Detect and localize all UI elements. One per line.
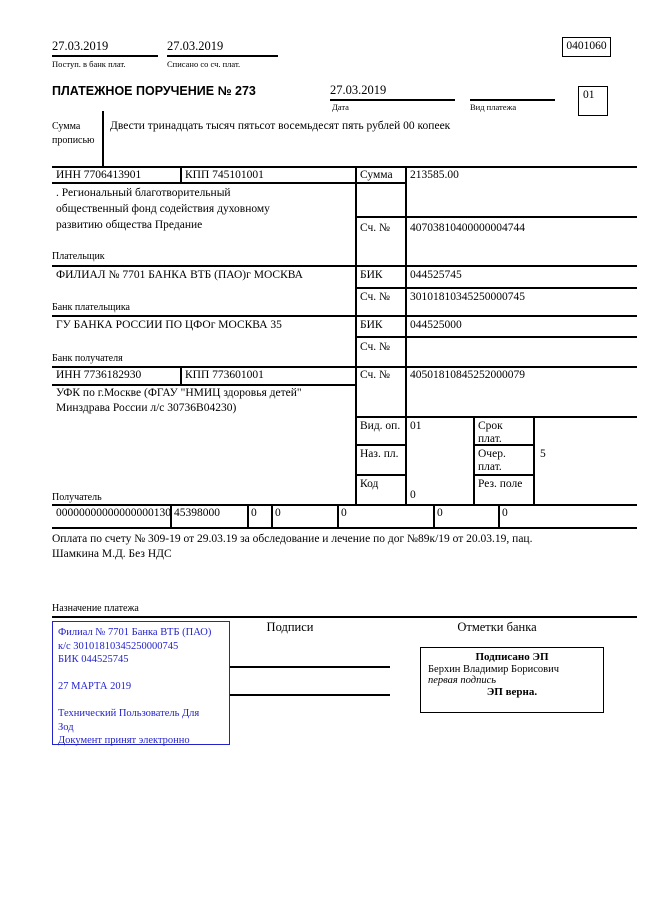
kod-label: Код [360, 478, 379, 490]
debited-date-underline [167, 55, 278, 57]
received-in-bank-date: 27.03.2019 [52, 39, 109, 53]
amount-in-words: Двести тринадцать тысяч пятьсот восемьдесят пять рублей 00 копеек [110, 120, 451, 132]
document-title: ПЛАТЕЖНОЕ ПОРУЧЕНИЕ № 273 [52, 84, 256, 98]
sum-label: Сумма [360, 169, 393, 181]
table-line [355, 474, 405, 476]
vid-op-value: 01 [410, 420, 422, 432]
stamp-line [58, 667, 224, 681]
bank-stamp [52, 621, 230, 745]
payer-bank-name: ФИЛИАЛ № 7701 БАНКА ВТБ (ПАО)г МОСКВА [56, 269, 303, 281]
stamp-line: Филиал № 7701 Банка ВТБ (ПАО) [58, 627, 212, 638]
signatures-header: Подписи [266, 620, 314, 634]
debited-date: 27.03.2019 [167, 39, 224, 53]
esignature-verified: ЭП верна. [486, 686, 538, 698]
payer-name-line3: развитию общества Предание [56, 219, 203, 231]
payment-type-label: Вид платежа [470, 102, 517, 112]
document-date: 27.03.2019 [330, 83, 387, 97]
payer-bank-account: 30101810345250000745 [410, 291, 525, 303]
kod-value: 0 [410, 489, 416, 501]
amount-words-label-2: прописью [52, 135, 95, 146]
stamp-line: 27 МАРТА 2019 [58, 681, 132, 692]
budget-cell-6: 0 [437, 507, 443, 519]
budget-cell-oktmo: 45398000 [174, 507, 220, 519]
stamp-line: Технический Пользователь Для [58, 708, 200, 719]
payer-section-label: Плательщик [52, 251, 105, 262]
esignature-name: Берхин Владимир Борисович [428, 664, 559, 675]
table-vline [180, 166, 182, 182]
budget-cell-5: 0 [341, 507, 347, 519]
stamp-line: БИК 044525745 [58, 654, 129, 665]
table-line [52, 265, 637, 267]
payee-kpp: КПП 773601001 [185, 369, 264, 381]
received-in-bank-label: Поступ. в банк плат. [52, 59, 126, 69]
payee-account: 40501810845252000079 [410, 369, 525, 381]
payee-inn: ИНН 7736182930 [56, 369, 142, 381]
table-line [52, 366, 637, 368]
table-line [52, 315, 637, 317]
amount-words-divider [102, 111, 104, 166]
payee-name-line2: Минздрава России л/с 30736В04230) [56, 402, 237, 414]
date-label: Дата [332, 102, 349, 112]
table-vline [271, 504, 273, 527]
stamp-line: Документ принят электронно [58, 735, 190, 746]
payee-bank-bik-label: БИК [360, 319, 383, 331]
vid-op-label: Вид. оп. [360, 420, 401, 432]
table-line [52, 527, 637, 529]
form-code-box: 0401060 [562, 37, 611, 57]
table-vline [180, 366, 182, 384]
table-vline [337, 504, 339, 527]
budget-cell-7: 0 [502, 507, 508, 519]
table-vline [247, 504, 249, 527]
ocher-plat-label-1: Очер. [478, 448, 506, 460]
table-vline [473, 416, 475, 504]
debited-label: Списано со сч. плат. [167, 59, 241, 69]
payer-account: 40703810400000004744 [410, 222, 525, 234]
table-line [355, 444, 405, 446]
payer-name-line1: . Региональный благотворительный [56, 187, 231, 199]
purpose-underline [52, 616, 637, 618]
table-line [355, 287, 637, 289]
status-code-box: 01 [578, 86, 608, 116]
esignature-box [420, 647, 604, 713]
signature-line-2 [230, 694, 390, 696]
budget-cell-kbk: 00000000000000000130 [56, 507, 171, 519]
purpose-line2: Шамкина М.Д. Без НДС [52, 548, 172, 560]
table-line [473, 474, 533, 476]
payer-bank-bik-label: БИК [360, 269, 383, 281]
payer-account-label: Сч. № [360, 222, 391, 234]
ocher-plat-label-2: плат. [478, 461, 502, 473]
payer-bank-section-label: Банк плательщика [52, 302, 130, 313]
table-line [355, 336, 637, 338]
amount-words-label-1: Сумма [52, 121, 81, 132]
srok-plat-label-2: плат. [478, 433, 502, 445]
table-vline [355, 166, 357, 504]
table-line [355, 216, 637, 218]
budget-cell-4: 0 [275, 507, 281, 519]
table-vline [433, 504, 435, 527]
rez-pole-label: Рез. поле [478, 478, 523, 490]
purpose-line1: Оплата по счету № 309-19 от 29.03.19 за обследование и лечение по дог №89к/19 от 20.03.19, пац. [52, 533, 533, 545]
payee-bank-bik: 044525000 [410, 319, 462, 331]
stamp-line [58, 694, 224, 708]
payer-bank-bik: 044525745 [410, 269, 462, 281]
esignature-title: Подписано ЭП [475, 651, 549, 663]
table-line [355, 416, 637, 418]
budget-cell-3: 0 [251, 507, 257, 519]
table-line [52, 384, 355, 386]
table-vline [498, 504, 500, 527]
table-line [52, 504, 637, 506]
payer-inn: ИНН 7706413901 [56, 169, 142, 181]
payee-bank-account-label: Сч. № [360, 341, 391, 353]
table-vline [533, 416, 535, 504]
signature-line-1 [230, 666, 390, 668]
bank-marks-header: Отметки банка [457, 620, 537, 634]
payee-bank-section-label: Банк получателя [52, 353, 123, 364]
payee-account-label: Сч. № [360, 369, 391, 381]
stamp-line: к/с 30101810345250000745 [58, 640, 179, 652]
sum-value: 213585.00 [410, 169, 459, 181]
payee-bank-name: ГУ БАНКА РОССИИ ПО ЦФОг МОСКВА 35 [56, 319, 282, 331]
ocher-plat-value: 5 [540, 448, 546, 460]
date-underline [330, 99, 455, 101]
payee-section-label: Получатель [52, 492, 102, 503]
srok-plat-label-1: Срок [478, 420, 503, 432]
table-line [52, 182, 405, 184]
payer-name-line2: общественный фонд содействия духовному [56, 203, 270, 215]
stamp-line: Зод [58, 721, 74, 733]
payment-type-underline [470, 99, 555, 101]
table-vline [405, 166, 407, 504]
esignature-role: первая подпись [428, 675, 497, 686]
payer-kpp: КПП 745101001 [185, 169, 264, 181]
received-date-underline [52, 55, 158, 57]
payer-bank-account-label: Сч. № [360, 291, 391, 303]
naz-pl-label: Наз. пл. [360, 448, 399, 460]
payee-name-line1: УФК по г.Москве (ФГАУ "НМИЦ здоровья детей" [56, 387, 302, 399]
table-line [52, 166, 637, 168]
purpose-section-label: Назначение платежа [52, 603, 139, 614]
